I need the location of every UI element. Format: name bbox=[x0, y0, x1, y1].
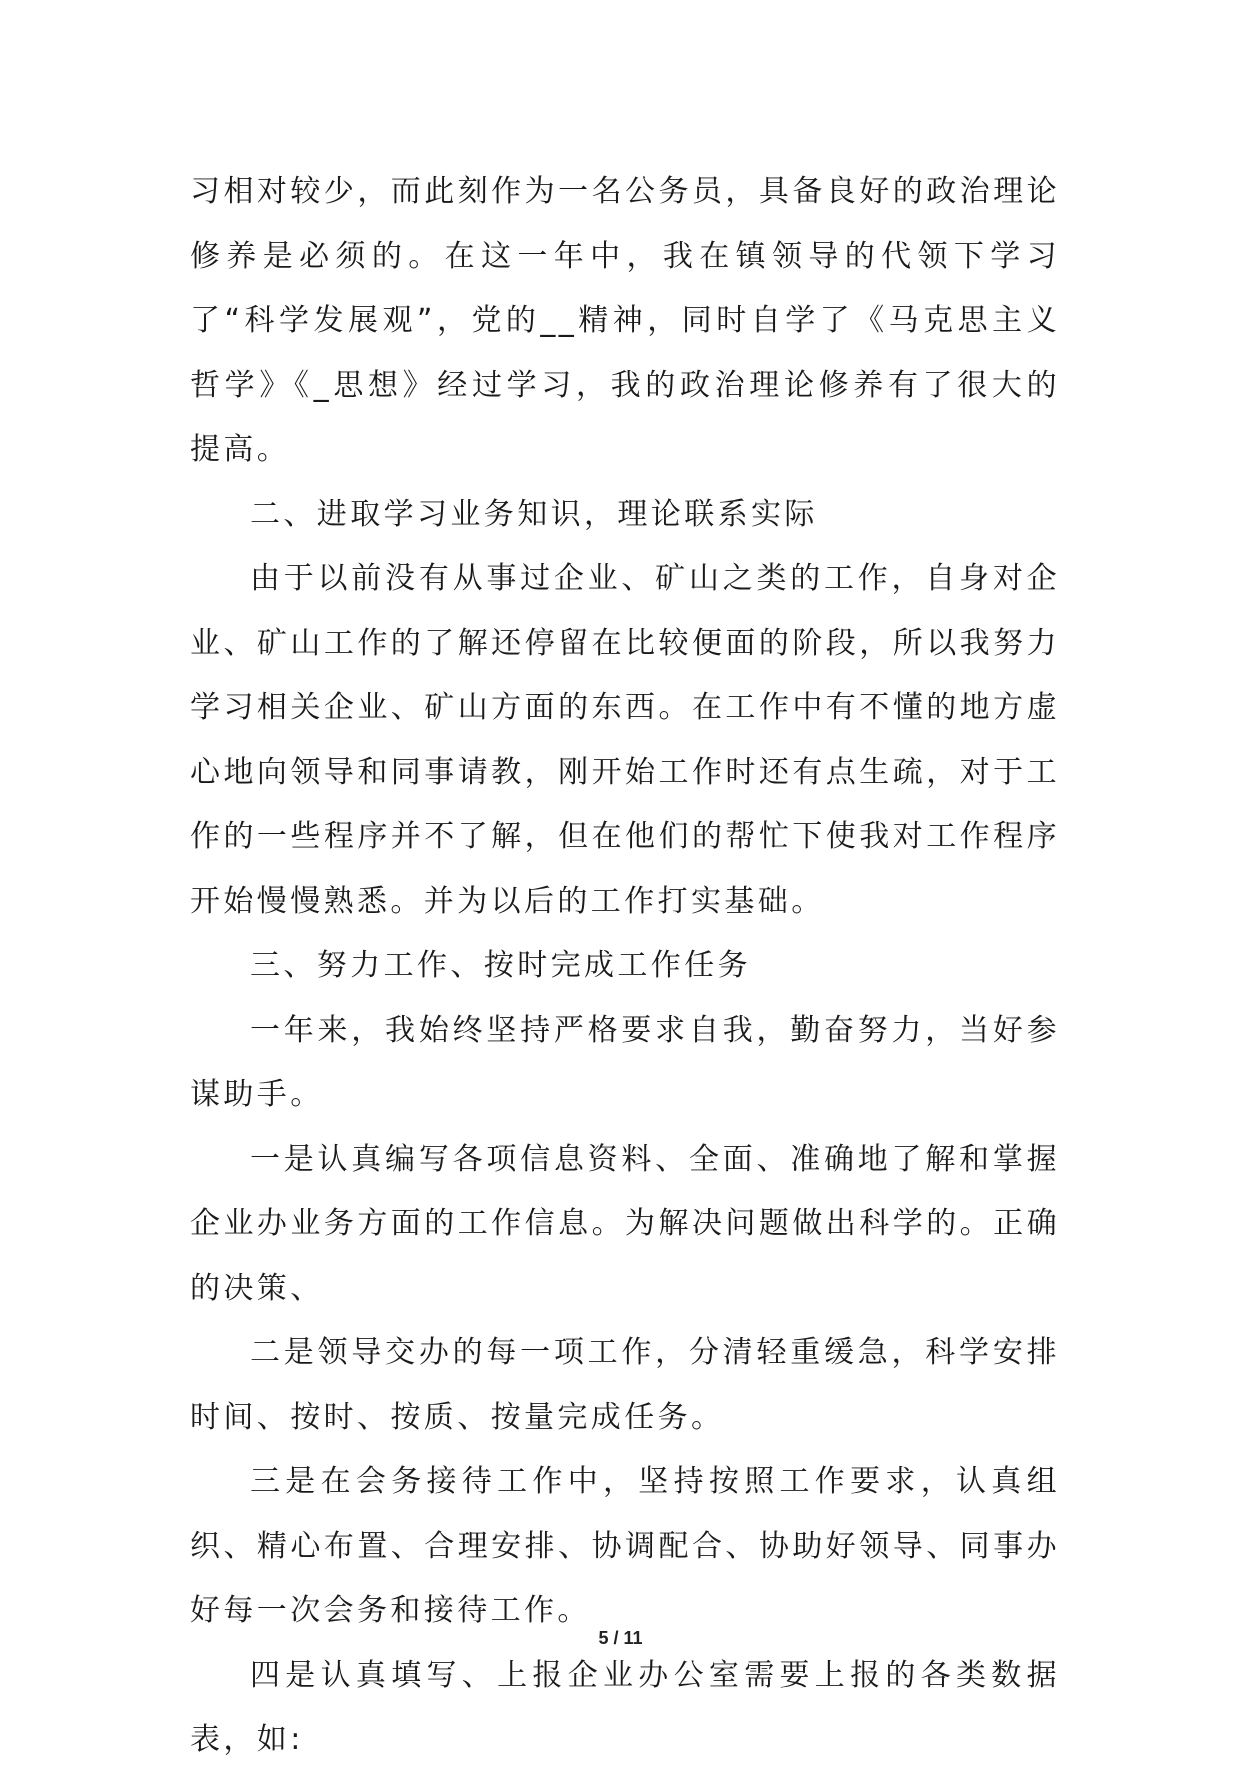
paragraph-3: 由于以前没有从事过企业、矿山之类的工作，自身对企业、矿山工作的了解还停留在比较便面的阶段，所以我努力学习相关企业、矿山方面的东西。在工作中有不懂的地方虚心地向领导和同事请教，刚开始工作时还有点生疏，对于工作的一些程序并不了解，但在他们的帮忙下使我对工作程序开始慢慢熟悉。并为以后的工作打实基础。 bbox=[190, 561, 1060, 919]
section-heading-2: 二、进取学习业务知识，理论联系实际 bbox=[250, 496, 818, 532]
paragraph-9: 四是认真填写、上报企业办公室需要上报的各类数据表，如: bbox=[190, 1657, 1060, 1757]
page-number: 5 / 11 bbox=[598, 1628, 643, 1648]
paragraph-7: 二是领导交办的每一项工作，分清轻重缓急，科学安排时间、按时、按质、按量完成任务。 bbox=[190, 1335, 1060, 1435]
paragraph-8: 三是在会务接待工作中，坚持按照工作要求，认真组织、精心布置、合理安排、协调配合、协助好领导、同事办好每一次会务和接待工作。 bbox=[190, 1464, 1060, 1628]
paragraph-6: 一是认真编写各项信息资料、全面、准确地了解和掌握企业办业务方面的工作信息。为解决问题做出科学的。正确的决策、 bbox=[190, 1141, 1060, 1306]
document-body bbox=[190, 160, 1060, 1773]
section-heading-3: 三、努力工作、按时完成工作任务 bbox=[250, 948, 751, 983]
paragraph-5: 一年来，我始终坚持严格要求自我，勤奋努力，当好参谋助手。 bbox=[190, 1012, 1060, 1112]
paragraph-1: 习相对较少，而此刻作为一名公务员，具备良好的政治理论修养是必须的。在这一年中，我在镇领导的代领下学习了“科学发展观”，党的__精神，同时自学了《马克思主义哲学》《_思想》经过学习，我的政治理论修养有了很大的提高。 bbox=[190, 174, 1060, 467]
